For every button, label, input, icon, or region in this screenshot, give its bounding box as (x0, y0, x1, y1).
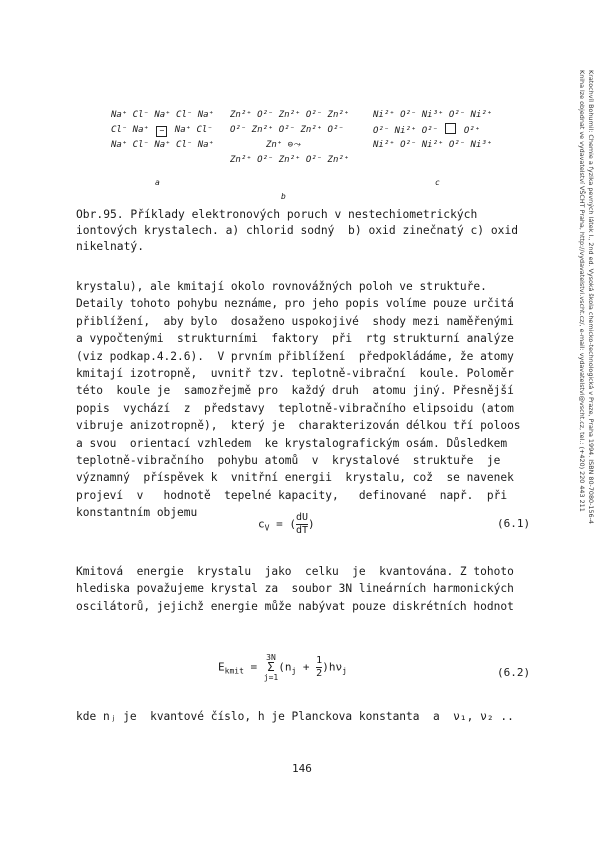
lattice-row: Ni²⁺ O²⁻ Ni²⁺ O²⁻ Ni³⁺ (373, 140, 493, 150)
eq-denominator: 2 (316, 668, 323, 679)
eq-term-subscript: j (291, 666, 297, 676)
eq-close-paren: ) (308, 517, 315, 531)
eq-denominator: dT (295, 525, 308, 536)
figure-label-a: a (155, 178, 160, 187)
eq-lhs: c (258, 517, 265, 531)
eq-numerator: dU (295, 512, 308, 523)
text-line: krystalu), ale kmitají okolo rovnovážných poloh ve struktuře. (76, 280, 487, 293)
text-line: a vypočtenými strukturními faktory při rtg strukturní analýze (76, 332, 514, 346)
interstitial-zinc-row: Zn⁺ ⊖⤳ (266, 140, 301, 150)
eq-term: (n (278, 660, 292, 674)
text-line: projeví v hodnotě tepelné kapacity, definované např. při (76, 488, 508, 502)
text-line: vibruje anizotropně), který je charakterizován délkou tří poloos (76, 419, 521, 433)
equation-number: (6.2) (497, 666, 531, 679)
sum-lower-limit: j=1 (263, 673, 279, 682)
eq-term-subscript: j (342, 666, 347, 676)
lattice-row: O²⁻ Zn²⁺ O²⁻ Zn²⁺ O²⁻ (230, 125, 344, 135)
equation-number: (6.1) (497, 517, 531, 530)
paragraph-2 (76, 563, 536, 615)
paragraph-1 (76, 278, 536, 521)
eq-term: )hν (322, 660, 343, 674)
eq-lhs-subscript: kmit (224, 666, 244, 676)
sum-sign: Σ (267, 660, 275, 674)
nio-lattice (373, 108, 492, 153)
lattice-row-part: O²⁺ (458, 126, 481, 136)
zno-lattice (230, 108, 349, 168)
text-line: Detaily tohoto pohybu neznáme, pro jeho popis volíme pouze určitá (76, 297, 514, 311)
text-line: (viz podkap.4.2.6). V prvním přiblížení předpokládáme, že atomy (76, 349, 514, 363)
lattice-row-part: Na⁺ Cl⁻ (169, 125, 213, 135)
copyright-text (577, 70, 595, 590)
defect-figure (105, 100, 525, 220)
sum-upper-limit: 3N (266, 653, 276, 662)
copyright-line: Kratochvíl Bohumil: Chemie a fyzika pevných látek I., 2nd ed. Vysoká škola chemicko-technologická v Praze, Praha 1994. ISBN 80-7080-156-4 (587, 70, 595, 524)
figure-label-c: c (435, 178, 440, 187)
text-line: oscilátorů, jejichž energie může nabývat pouze diskrétních hodnot (76, 599, 514, 613)
summation (264, 653, 278, 682)
copyright-line: Kniha lze objednat ve vydavatelství VŠCHT Praha, http://vydavatelstvi.vscht.cz/, e-mail: vydavatelstvi@vscht.cz, tel.: (+420) 220 443 211 (578, 70, 586, 512)
lattice-row-with-vacancy (373, 123, 492, 138)
nacl-lattice (111, 108, 214, 153)
text-line: a svou orientací vzhledem ke krystalografickým osám. Důsledkem (76, 436, 508, 450)
eq-equals: = (243, 660, 264, 674)
lattice-row-part: Cl⁻ Na⁺ (111, 125, 155, 135)
lattice-row-with-vacancy (111, 123, 214, 138)
figure-caption: Obr.95. Příklady elektronových poruch v nestechiometrických iontových krystalech. a) chlorid sodný b) oxid zinečnatý c) oxid nikelnatý. (76, 208, 519, 253)
eq-lhs: E (218, 660, 225, 674)
text-line: kde nⱼ je kvantové číslo, h je Planckova konstanta a ν₁, ν₂ .. (76, 710, 514, 723)
text-line: kmitají izotropně, uvnitř tzv. teplotně-vibrační koule. Poloměr (76, 366, 514, 380)
text-line: přiblížení, aby bylo dosaženo uspokojivé shody mezi naměřenými (76, 314, 514, 328)
text-line: hlediska považujeme krystal za soubor 3N lineárních harmonických (76, 582, 514, 596)
lattice-row: Na⁺ Cl⁻ Na⁺ Cl⁻ Na⁺ (111, 110, 214, 120)
lattice-row-part: O²⁻ Ni²⁺ O²⁻ (373, 126, 444, 136)
page-number: 146 (292, 762, 312, 775)
equation-6-2 (218, 653, 347, 682)
lattice-row: Ni²⁺ O²⁻ Ni³⁺ O²⁻ Ni²⁺ (373, 110, 493, 120)
copyright-note (565, 70, 597, 590)
text-line: teplotně-vibračního pohybu atomů v krystalové struktuře je (76, 453, 501, 467)
anion-vacancy-electron: − (156, 126, 167, 137)
text-line: popis vychází z představy teplotně-vibračního elipsoidu (atom (76, 401, 514, 415)
equation-6-1 (258, 512, 315, 537)
eq-equals: = ( (269, 517, 296, 531)
figure-label-b: b (281, 192, 286, 201)
eq-numerator: 1 (316, 655, 323, 666)
eq-fraction (296, 512, 308, 537)
text-line: této koule je samozřejmě pro každý druh atomu jiný. Přesnější (76, 384, 514, 398)
text-line: významný příspěvek k vnitřní energii krystalu, což se navenek (76, 471, 514, 485)
text-line: konstantním objemu (76, 506, 198, 520)
lattice-row: Zn²⁺ O²⁻ Zn²⁺ O²⁻ Zn²⁺ (230, 155, 350, 165)
eq-lhs-subscript: V (264, 523, 270, 533)
lattice-row: Na⁺ Cl⁻ Na⁺ Cl⁻ Na⁺ (111, 140, 214, 150)
cation-vacancy-box (445, 123, 456, 134)
lattice-row: Zn²⁺ O²⁻ Zn²⁺ O²⁻ Zn²⁺ (230, 110, 350, 120)
text-line: Kmitová energie krystalu jako celku je kvantována. Z tohoto (76, 565, 514, 578)
eq-plus: + (296, 660, 317, 674)
